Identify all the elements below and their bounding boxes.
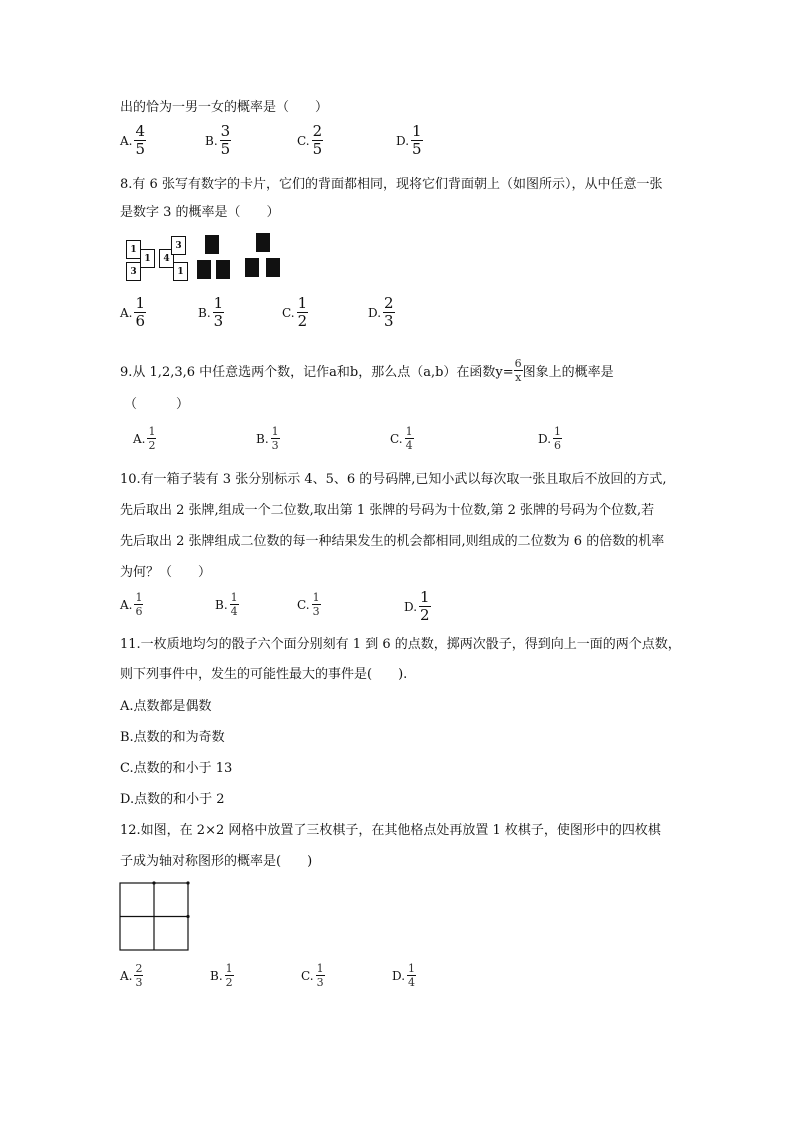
fraction: $\frac{4}{5}$ xyxy=(135,122,146,158)
q7-stem: 出的恰为一男一女的概率是（ ） xyxy=(120,100,329,115)
option-label: C. xyxy=(297,133,310,148)
fraction: $\frac{2}{5}$ xyxy=(312,122,323,158)
q9-answer-paren: （ ） xyxy=(124,397,190,412)
q7-option-d xyxy=(396,124,423,157)
card-back xyxy=(197,260,211,279)
chess-piece xyxy=(186,881,189,884)
q11-line-1: 11.一枚质地均匀的骰子六个面分别刻有 1 到 6 的点数，掷两次骰子，得到向上一面的两个点数， xyxy=(120,637,681,652)
q9-text-b: 图象上的概率是 xyxy=(522,365,614,380)
q11-line-2: 则下列事件中，发生的可能性最大的事件是( ). xyxy=(120,667,408,682)
option-label: B. xyxy=(210,968,223,983)
q12-option-b xyxy=(210,963,234,988)
option-label: D. xyxy=(404,599,418,614)
option-label: C. xyxy=(390,431,403,446)
fraction: $\frac{3}{5}$ xyxy=(220,122,231,158)
card-back xyxy=(205,235,219,254)
option-label: D. xyxy=(392,968,406,983)
option-label: C. xyxy=(301,968,314,983)
card-face: 1 xyxy=(173,262,188,281)
card-face: 4 xyxy=(159,249,174,268)
q12-line-2: 子成为轴对称图形的概率是( ) xyxy=(120,854,313,869)
q8-option-a xyxy=(120,296,146,329)
card-back xyxy=(266,258,280,277)
q10-line-2: 先后取出 2 张牌,组成一个二位数,取出第 1 张牌的号码为十位数,第 2 张牌的号码为个位数,若 xyxy=(120,503,655,518)
option-label: C. xyxy=(297,597,310,612)
option-label: A. xyxy=(120,597,133,612)
option-label: B. xyxy=(215,597,228,612)
q7-option-c xyxy=(297,124,323,157)
q10-line-3: 先后取出 2 张牌组成二位数的每一种结果发生的机会都相同,则组成的二位数为 6 的倍数的机率 xyxy=(120,534,665,549)
q7-option-a xyxy=(120,124,146,157)
q9-option-b xyxy=(256,426,280,451)
q10-option-d xyxy=(404,590,431,623)
fraction: $\frac{1}{2}$ xyxy=(225,962,233,989)
q9-line-1 xyxy=(120,358,614,383)
q10-option-a xyxy=(120,592,143,617)
fraction: $\frac{1}{4}$ xyxy=(230,591,238,618)
fraction: $\frac{1}{3}$ xyxy=(271,425,279,452)
q9-option-d xyxy=(538,426,562,451)
option-label: B. xyxy=(205,133,218,148)
q12-grid-figure xyxy=(118,880,192,954)
fraction: $\frac{2}{3}$ xyxy=(135,962,143,989)
option-label: C. xyxy=(282,305,295,320)
fraction: $\frac{1}{3}$ xyxy=(213,294,224,330)
q7-option-b xyxy=(205,124,231,157)
q11-option-c: C.点数的和小于 13 xyxy=(120,761,233,776)
option-label: D. xyxy=(368,305,382,320)
option-label: A. xyxy=(120,968,133,983)
q9-option-a xyxy=(133,426,156,451)
option-label: D. xyxy=(538,431,552,446)
option-label: A. xyxy=(133,431,146,446)
fraction: $\frac{1}{2}$ xyxy=(420,588,430,624)
q12-line-1: 12.如图，在 2×2 网格中放置了三枚棋子，在其他格点处再放置 1 枚棋子，使图形中的四枚棋 xyxy=(120,823,661,838)
card-back xyxy=(216,260,230,279)
fraction: $\frac{1}{4}$ xyxy=(408,962,416,989)
q8-option-b xyxy=(198,296,224,329)
fraction: $\frac{1}{2}$ xyxy=(148,425,156,452)
q9-option-c xyxy=(390,426,414,451)
fraction: $\frac{2}{3}$ xyxy=(384,294,394,330)
option-label: B. xyxy=(256,431,269,446)
fraction: $\frac{1}{2}$ xyxy=(297,294,308,330)
fraction: $\frac{1}{6}$ xyxy=(135,294,146,330)
fraction: $\frac{1}{3}$ xyxy=(316,962,324,989)
q10-line-4: 为何？（ ） xyxy=(120,565,212,580)
fraction: $\frac{1}{6}$ xyxy=(135,591,143,618)
card-back xyxy=(256,233,270,252)
chess-piece xyxy=(186,915,189,918)
q8-option-d xyxy=(368,296,395,329)
card-face: 3 xyxy=(171,236,186,255)
q8-option-c xyxy=(282,296,308,329)
q11-option-a: A.点数都是偶数 xyxy=(120,699,212,714)
q11-option-b: B.点数的和为奇数 xyxy=(120,730,225,745)
q8-line-2: 是数字 3 的概率是（ ） xyxy=(120,205,280,220)
card-face: 1 xyxy=(140,249,155,268)
option-label: D. xyxy=(396,133,410,148)
q12-option-c xyxy=(301,963,325,988)
q10-option-b xyxy=(215,592,239,617)
chess-piece xyxy=(152,881,155,884)
q10-line-1: 10.有一箱子装有 3 张分别标示 4、5、6 的号码牌,已知小武以每次取一张且取后不放回的方式, xyxy=(120,472,667,487)
fraction: $\frac{1}{5}$ xyxy=(412,122,422,158)
q9-function-fraction: $\frac{6}{x}$ xyxy=(514,357,522,384)
card-back xyxy=(245,258,259,277)
q11-option-d: D.点数的和小于 2 xyxy=(120,792,225,807)
q8-line-1: 8.有 6 张写有数字的卡片，它们的背面都相同，现将它们背面朝上（如图所示），从中任意一张 xyxy=(120,177,663,192)
option-label: B. xyxy=(198,305,211,320)
q9-text-a: 9.从 1,2,3,6 中任意选两个数，记作a和b，那么点（a,b）在函数y= xyxy=(120,365,514,380)
q12-option-a xyxy=(120,963,143,988)
fraction: $\frac{1}{3}$ xyxy=(312,591,320,618)
q12-option-d xyxy=(392,963,416,988)
card-face: 3 xyxy=(126,262,141,281)
card-face: 1 xyxy=(126,240,141,259)
q10-option-c xyxy=(297,592,321,617)
option-label: A. xyxy=(120,133,133,148)
option-label: A. xyxy=(120,305,133,320)
fraction: $\frac{1}{6}$ xyxy=(554,425,562,452)
fraction: $\frac{1}{4}$ xyxy=(405,425,413,452)
